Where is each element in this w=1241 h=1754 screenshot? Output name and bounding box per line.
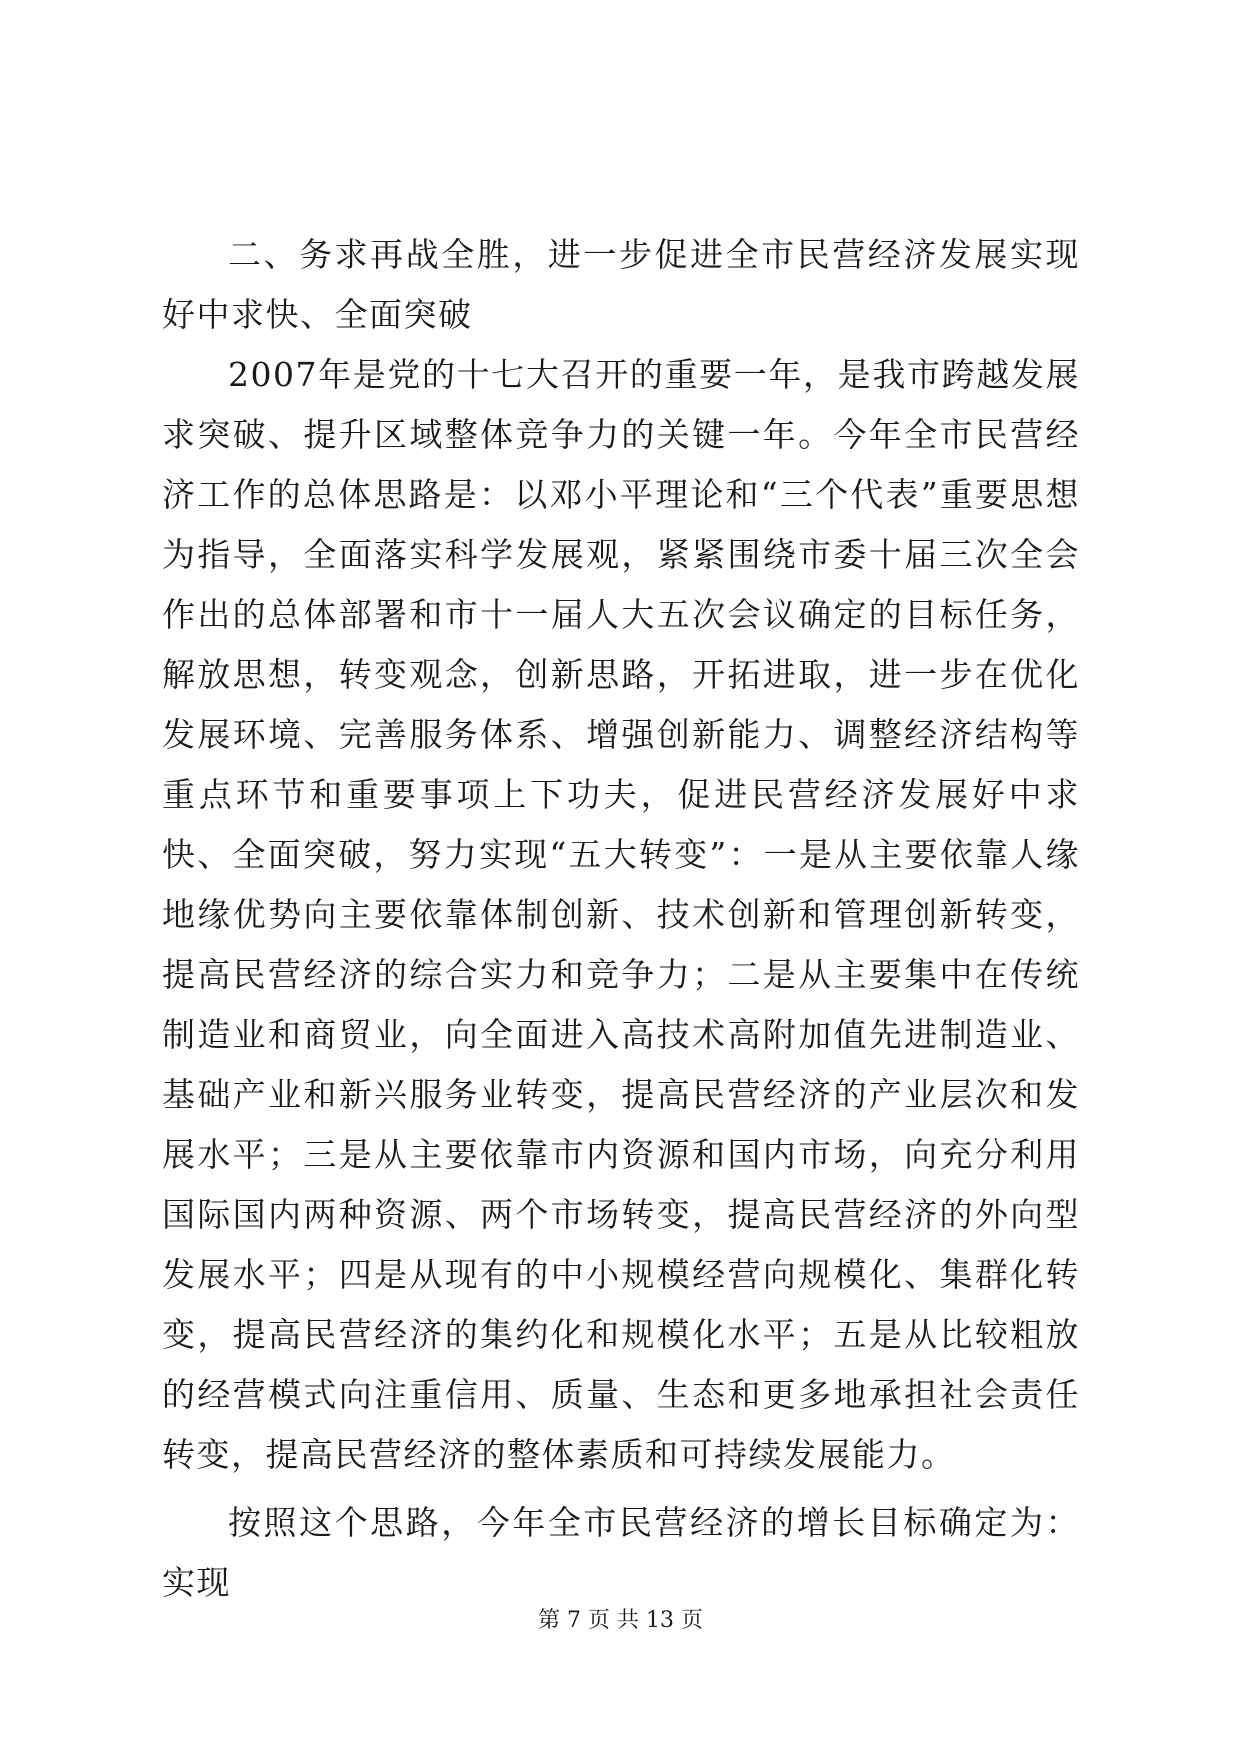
section-heading: 二、务求再战全胜，进一步促进全市民营经济发展实现好中求快、全面突破 (162, 235, 1080, 334)
body-paragraph: 按照这个思路，今年全市民营经济的增长目标确定为：实现 (162, 1503, 1080, 1602)
page-footer: 第 7 页 共 13 页 (538, 1608, 703, 1633)
document-body (162, 225, 1080, 1613)
body-paragraph: 2007年是党的十七大召开的重要一年，是我市跨越发展求突破、提升区域整体竞争力的关键一年。今年全市民营经济工作的总体思路是：以邓小平理论和“三个代表”重要思想为指导，全面落实科学发展观，紧紧围绕市委十届三次全会作出的总体部署和市十一届人大五次会议确定的目标任务，解放思想，转变观念，创新思路，开拓进取，进一步在优化发展环境、完善服务体系、增强创新能力、调整经济结构等重点环节和重要事项上下功夫，促进民营经济发展好中求快、全面突破，努力实现“五大转变”：一是从主要依靠人缘地缘优势向主要依靠体制创新、技术创新和管理创新转变，提高民营经济的综合实力和竞争力；二是从主要集中在传统制造业和商贸业，向全面进入高技术高附加值先进制造业、基础产业和新兴服务业转变，提高民营经济的产业层次和发展水平；三是从主要依靠市内资源和国内市场，向充分利用国际国内两种资源、两个市场转变，提高民营经济的外向型发展水平；四是从现有的中小规模经营向规模化、集群化转变，提高民营经济的集约化和规模化水平；五是从比较粗放的经营模式向注重信用、质量、生态和更多地承担社会责任转变，提高民营经济的整体素质和可持续发展能力。 (162, 355, 1080, 1474)
